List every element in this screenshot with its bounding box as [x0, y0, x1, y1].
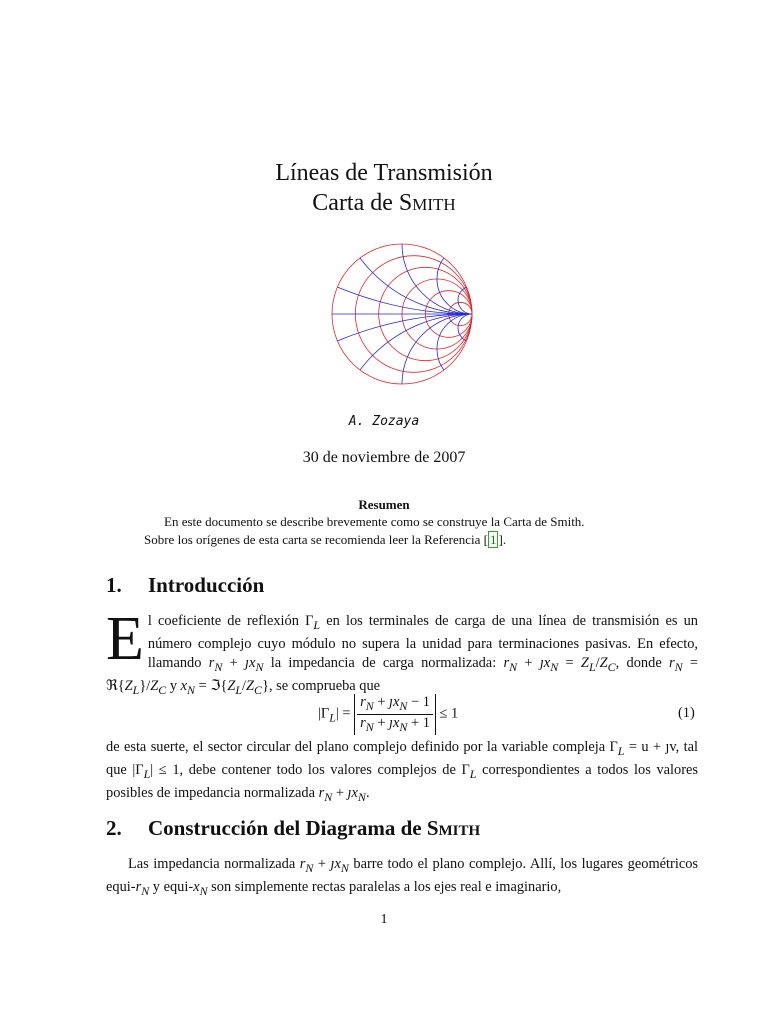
section-1-heading: 1. Introducción	[106, 573, 265, 597]
abstract-line-1: En este documento se describe brevemente como se construye la Carta de Smith.	[164, 514, 585, 529]
reference-link[interactable]: 1	[489, 532, 497, 547]
abstract-heading: Resumen	[358, 497, 410, 512]
date: 30 de noviembre de 2007	[302, 449, 466, 466]
abstract-line-2: Sobre los orígenes de esta carta se recomienda leer la Referencia [ 1 ].	[144, 532, 507, 547]
abstract	[144, 513, 664, 549]
reactance-arc	[402, 314, 480, 388]
paper-title	[0, 158, 768, 218]
section-1-paragraph-2: de esta suerte, el sector circular del plano complejo definido por la variable compleja $\Gamma_L = u$ + ȷv, tal que $|\Gamma_L| \le 1$, debe contener todo los valores complejos de $\Gamma_L$ correspondientes a todos los valores posibles de impedancia normalizada $r_N$ + $ȷx_N$.	[106, 739, 698, 804]
title-line-2: Carta de Smith	[312, 190, 456, 216]
reactance-arc	[402, 240, 480, 314]
equation-1: $|\Gamma_L|$ = $\frac{r_N + ȷx_N - 1}{r_N + ȷx_N + 1}$ ≤ 1	[318, 694, 459, 734]
section-1-paragraph-1: El coeficiente de reflexión $\Gamma_L$ en los terminales de carga de una línea de transmisión es un número complejo cuyo módulo no supera la unidad para terminaciones pasivas. En efecto, llamando $r_N$ + $ȷx_N$ la impedancia de carga normalizada: $r_N$ + $ȷx_N = Z_L/Z_C$, donde $r_N$ = $ℜ\{Z_L\}/Z_C$ y $x_N$ = $ℑ\{Z_L/Z_C\}$, se comprueba que	[106, 605, 699, 697]
author: A. Zozaya	[348, 414, 420, 429]
page-number: 1	[380, 912, 388, 927]
dropcap: E	[106, 605, 144, 673]
equation-number: (1)	[678, 705, 695, 721]
smith-chart-figure	[320, 240, 480, 388]
title-line-1: Líneas de Transmisión	[275, 160, 493, 186]
section-2-heading: 2. Construcción del Diagrama de Smith	[106, 816, 481, 840]
section-2-paragraph-1: Las impedancia normalizada $r_N$ + $ȷx_N$ barre todo el plano complejo. Allí, los lugares geométricos equi-$r_N$ y equi-$x_N$ son simplemente rectas paralelas a los ejes real e imaginario,	[106, 856, 698, 898]
